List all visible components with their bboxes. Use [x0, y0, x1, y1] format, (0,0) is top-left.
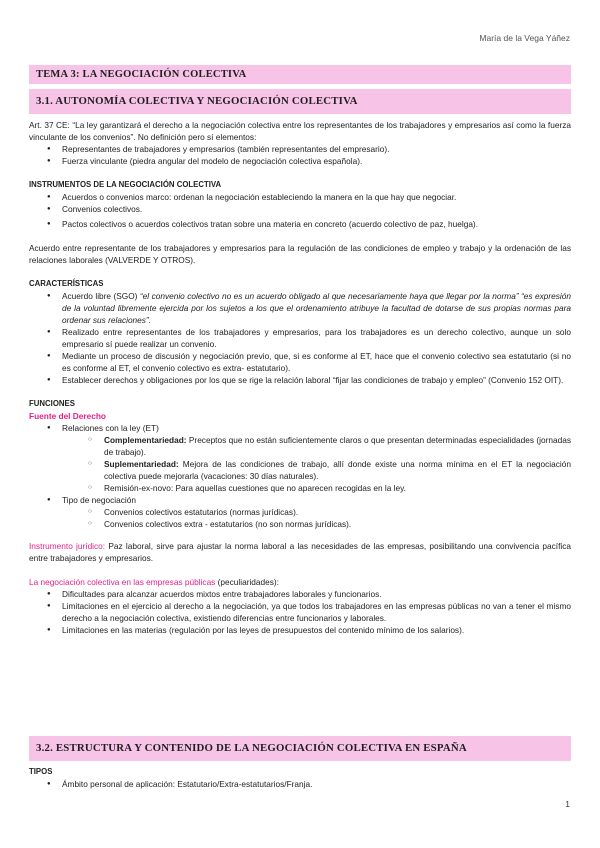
list-item: ● Pactos colectivos o acuerdos colectivos tratan sobre una materia en concreto (acuerdo colectivo de paz, huelga). — [29, 218, 571, 230]
list-item: ● Realizado entre representantes de los trabajadores y empresarios, para los trabajadores es un derecho colectivo, aunque un solo empresario sí puede realizar un convenio. — [29, 326, 571, 350]
funciones-heading: FUNCIONES — [29, 399, 75, 408]
quote-text: “el convenio colectivo no es un acuerdo obligado al que necesariamente haya que llegar por la norma” — [139, 291, 519, 301]
chapter-title-banner: TEMA 3: LA NEGOCIACIÓN COLECTIVA — [29, 65, 571, 84]
list-item — [29, 422, 571, 494]
instrumento-juridico-paragraph — [29, 540, 571, 564]
list-item: ● Establecer derechos y obligaciones por los que se rige la relación laboral “fijar las condiciones de trabajo y empleo” (Convenio 152 OIT). — [29, 374, 571, 386]
instrumento-juridico-text: Paz laboral, sirve para ajustar la norma laboral a las necesidades de las empresas, posibilitando una convivencia pacífica entre trabajadores y empresarios. — [29, 541, 572, 563]
term-label: Complementariedad: — [104, 435, 187, 445]
section-title-banner: 3.2. ESTRUCTURA Y CONTENIDO DE LA NEGOCIACIÓN COLECTIVA EN ESPAÑA — [29, 736, 571, 761]
empresas-publicas-suffix: (peculiaridades): — [215, 577, 279, 587]
tipos-heading: TIPOS — [29, 767, 53, 776]
funciones-list — [29, 422, 571, 530]
caracteristicas-list — [29, 290, 571, 386]
sublist-item — [62, 482, 571, 494]
tipo-sublist — [62, 506, 571, 530]
term-text: Preceptos que no están suficientemente claros o que presentan determinadas especialidades (jornadas de trabajo). — [104, 435, 571, 457]
page-number: 1 — [565, 799, 570, 809]
sublist-item — [62, 458, 571, 482]
empresas-publicas-label: La negociación colectiva en las empresas públicas — [29, 577, 216, 587]
tipo-label: Tipo de negociación — [62, 495, 136, 505]
instrumentos-list — [29, 191, 571, 230]
list-item: ● Fuerza vinculante (piedra angular del modelo de negociación colectiva española). — [29, 155, 571, 167]
quote-text: “es expresión de la voluntad libremente ejercida por los sujetos a los que el ordenamiento atribuye la facultad de dotarse de sus propias normas para ordenar sus relaciones”. — [62, 291, 571, 325]
list-item: ● Limitaciones en las materias (regulación por las leyes de presupuestos del contenido mínimo de los salarios). — [29, 624, 571, 636]
instrumento-juridico-label: Instrumento jurídico: — [29, 541, 106, 551]
sublist-item: ○ Convenios colectivos estatutarios (normas jurídicas). — [62, 506, 571, 518]
list-item: ● Acuerdos o convenios marco: ordenan la negociación estableciendo la manera en la que hay que negociar. — [29, 191, 571, 203]
instrumentos-heading: INSTRUMENTOS DE LA NEGOCIACIÓN COLECTIVA — [29, 180, 222, 189]
list-item — [29, 290, 571, 326]
list-item: ● Representantes de trabajadores y empresarios (también representantes del empresario). — [29, 143, 571, 155]
intro-list — [29, 143, 571, 167]
term-text: Mejora de las condiciones de trabajo, allí donde existe una norma mínima en el ET la negociación colectiva puede mejorarla (vacaciones: 30 días naturales). — [104, 459, 571, 481]
fuente-derecho-label: Fuente del Derecho — [29, 411, 106, 421]
sublist-item: ○ Convenios colectivos extra - estatutarios (no son normas jurídicas). — [62, 518, 571, 530]
term-label: Suplementariedad: — [104, 459, 179, 469]
relaciones-sublist — [62, 434, 571, 494]
acuerdo-paragraph: Acuerdo entre representante de los trabajadores y empresarios para la regulación de las condiciones de empleo y trabajo y la ordenación de las relaciones laborales (VALVERDE Y OTROS). — [29, 243, 571, 265]
empresas-publicas-heading — [29, 576, 571, 588]
list-item: ● Ámbito personal de aplicación: Estatutario/Extra-estatutarios/Franja. — [29, 778, 571, 790]
list-item: ● Convenios colectivos. — [29, 203, 571, 215]
tipos-section — [29, 766, 571, 790]
sublist-item — [62, 434, 571, 458]
list-item: ● Dificultades para alcanzar acuerdos mixtos entre trabajadores laborales y funcionarios. — [29, 588, 571, 600]
caracteristicas-heading: CARACTERÍSTICAS — [29, 279, 104, 288]
relaciones-label: Relaciones con la ley (ET) — [62, 423, 159, 433]
section-content — [29, 119, 571, 636]
item-prefix: Acuerdo libre (SGO) — [62, 291, 140, 301]
list-item — [29, 494, 571, 530]
list-item: ● Mediante un proceso de discusión y negociación previo, que, si es conforme al ET, hace que el convenio colectivo sea estatutario (si no es conforme al ET, el convenio colectivo es extra- estatutario). — [29, 350, 571, 374]
term-label: Remisión-ex-novo: — [104, 483, 174, 493]
term-text: Para aquellas cuestiones que no aparecen recogidas en la ley. — [173, 483, 406, 493]
section-title-banner: 3.1. AUTONOMÍA COLECTIVA Y NEGOCIACIÓN COLECTIVA — [29, 89, 571, 114]
header-author: María de la Vega Yáñez — [479, 33, 570, 43]
tipos-list — [29, 778, 571, 790]
intro-paragraph: Art. 37 CE: “La ley garantizará el derecho a la negociación colectiva entre los representantes de los trabajadores y empresarios así como la fuerza vinculante de los convenios”. No definición pero sí elementos: — [29, 120, 571, 142]
empresas-publicas-list — [29, 588, 571, 636]
list-item: ● Limitaciones en el ejercicio al derecho a la negociación, ya que todos los trabajadores en las empresas públicas no van a tener el mismo derecho a la negociación colectiva, existiendo diferencias entre funcionarios y laborales. — [29, 600, 571, 624]
